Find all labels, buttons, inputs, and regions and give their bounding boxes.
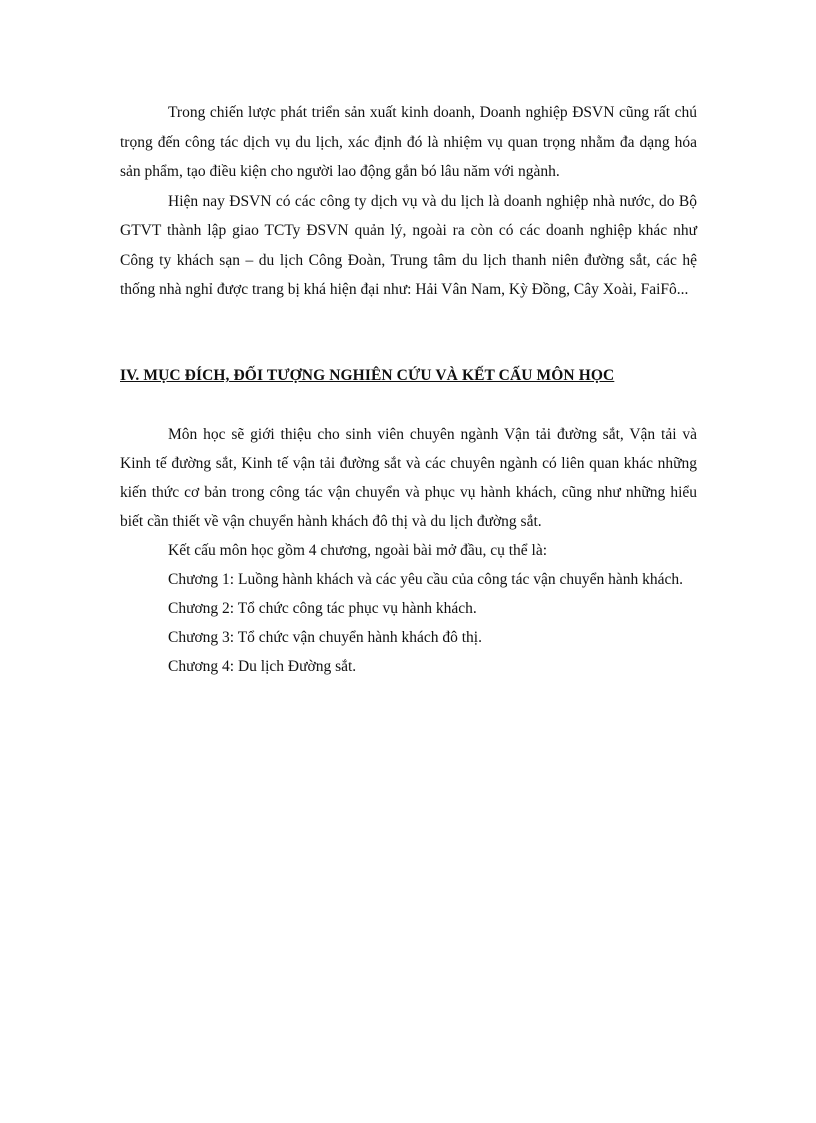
paragraph-course-intro: Môn học sẽ giới thiệu cho sinh viên chuyên ngành Vận tải đường sắt, Vận tải và Kinh tế đường sắt, Kinh tế vận tải đường sắt và các chuyên ngành có liên quan khác những kiến thức cơ bản trong công tác vận chuyển và phục vụ hành khách, cũng như những hiểu biết cần thiết về vận chuyển hành khách đô thị và du lịch đường sắt. (120, 426, 697, 530)
paragraph-course-structure: Kết cấu môn học gồm 4 chương, ngoài bài mở đầu, cụ thể là: (168, 542, 548, 559)
section-iv-heading-block (120, 365, 697, 387)
paragraph-tourism-companies: Hiện nay ĐSVN có các công ty dịch vụ và du lịch là doanh nghiệp nhà nước, do Bộ GTVT thành lập giao TCTy ĐSVN quản lý, ngoài ra còn có các doanh nghiệp khác như Công ty khách sạn – du lịch Công Đoàn, Trung tâm du lịch thanh niên đường sắt, các hệ thống nhà nghỉ được trang bị khá hiện đại như: Hải Vân Nam, Kỳ Đồng, Cây Xoài, FaiFô... (120, 192, 697, 298)
intro-text-block (120, 98, 697, 305)
section-heading: IV. MỤC ĐÍCH, ĐỐI TƯỢNG NGHIÊN CỨU VÀ KẾT CẤU MÔN HỌC (120, 367, 615, 384)
section-iv-text-block (120, 420, 697, 681)
list-item-chapter-1: Chương 1: Luồng hành khách và các yêu cầu của công tác vận chuyển hành khách. (168, 571, 683, 588)
list-item-chapter-4: Chương 4: Du lịch Đường sắt. (168, 658, 357, 675)
list-item-chapter-2: Chương 2: Tổ chức công tác phục vụ hành khách. (168, 600, 477, 617)
paragraph-tourism-strategy: Trong chiến lược phát triển sản xuất kinh doanh, Doanh nghiệp ĐSVN cũng rất chú trọng đến công tác dịch vụ du lịch, xác định đó là nhiệm vụ quan trọng nhằm đa dạng hóa sản phẩm, tạo điều kiện cho người lao động gắn bó lâu năm với ngành. (120, 104, 697, 180)
list-item-chapter-3: Chương 3: Tổ chức vận chuyển hành khách đô thị. (168, 629, 482, 646)
